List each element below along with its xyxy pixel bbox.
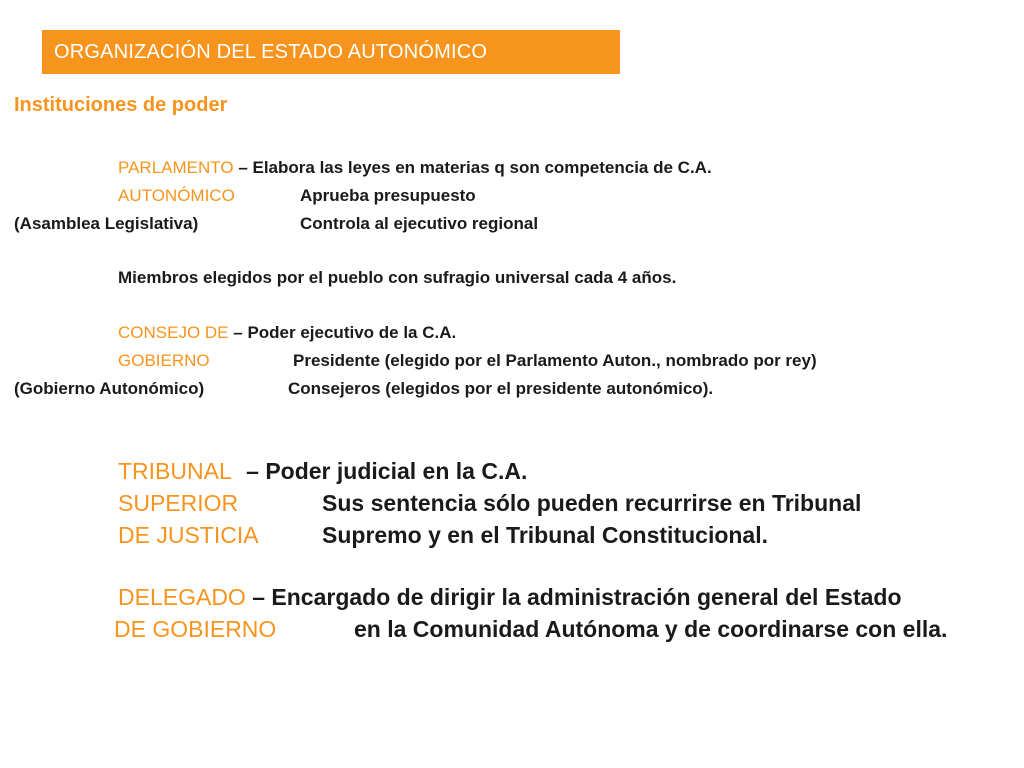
tribunal-term: TRIBUNAL [118,458,232,484]
parlamento-line-1 [118,158,712,178]
consejo-term-2: GOBIERNO [118,351,210,370]
tribunal-line-2 [118,490,862,517]
delegado-line-1 [118,584,902,611]
consejo-line-2 [118,351,817,371]
consejo-alias: (Gobierno Autonómico) [14,379,205,398]
consejo-description: – Poder ejecutivo de la C.A. [233,323,457,342]
tribunal-term-3: DE JUSTICIA [118,522,259,548]
consejo-president: Presidente (elegido por el Parlamento Auton., nombrado por rey) [293,351,817,370]
parlamento-function-budget: Aprueba presupuesto [300,186,476,205]
tribunal-term-2: SUPERIOR [118,490,239,516]
consejo-councillors: Consejeros (elegidos por el presidente autonómico). [288,379,714,398]
delegado-description: – Encargado de dirigir la administración general del Estado [252,584,902,610]
delegado-line-2 [114,616,948,643]
page-title-banner [42,30,620,74]
consejo-line-1 [118,323,456,343]
parlamento-term-2: AUTONÓMICO [118,186,235,205]
tribunal-line-1 [118,458,527,485]
section-heading: Instituciones de poder [14,94,228,116]
page-title: ORGANIZACIÓN DEL ESTADO AUTONÓMICO [54,41,488,63]
consejo-line-3 [14,379,714,399]
delegado-term-2: DE GOBIERNO [114,616,277,642]
parlamento-members: Miembros elegidos por el pueblo con sufragio universal cada 4 años. [118,268,677,287]
parlamento-line-2 [118,186,476,206]
delegado-term: DELEGADO [118,584,246,610]
parlamento-term: PARLAMENTO [118,158,234,177]
tribunal-courts: Supremo y en el Tribunal Constitucional. [322,522,769,548]
tribunal-description: – Poder judicial en la C.A. [246,458,528,484]
consejo-term: CONSEJO DE [118,323,229,342]
parlamento-line-3 [14,214,539,234]
tribunal-sentences: Sus sentencia sólo pueden recurrirse en Tribunal [322,490,862,516]
parlamento-description: – Elabora las leyes en materias q son competencia de C.A. [238,158,712,177]
delegado-coordination: en la Comunidad Autónoma y de coordinarse con ella. [354,616,948,642]
parlamento-function-control: Controla al ejecutivo regional [300,214,539,233]
tribunal-line-3 [118,522,769,549]
parlamento-alias: (Asamblea Legislativa) [14,214,199,233]
